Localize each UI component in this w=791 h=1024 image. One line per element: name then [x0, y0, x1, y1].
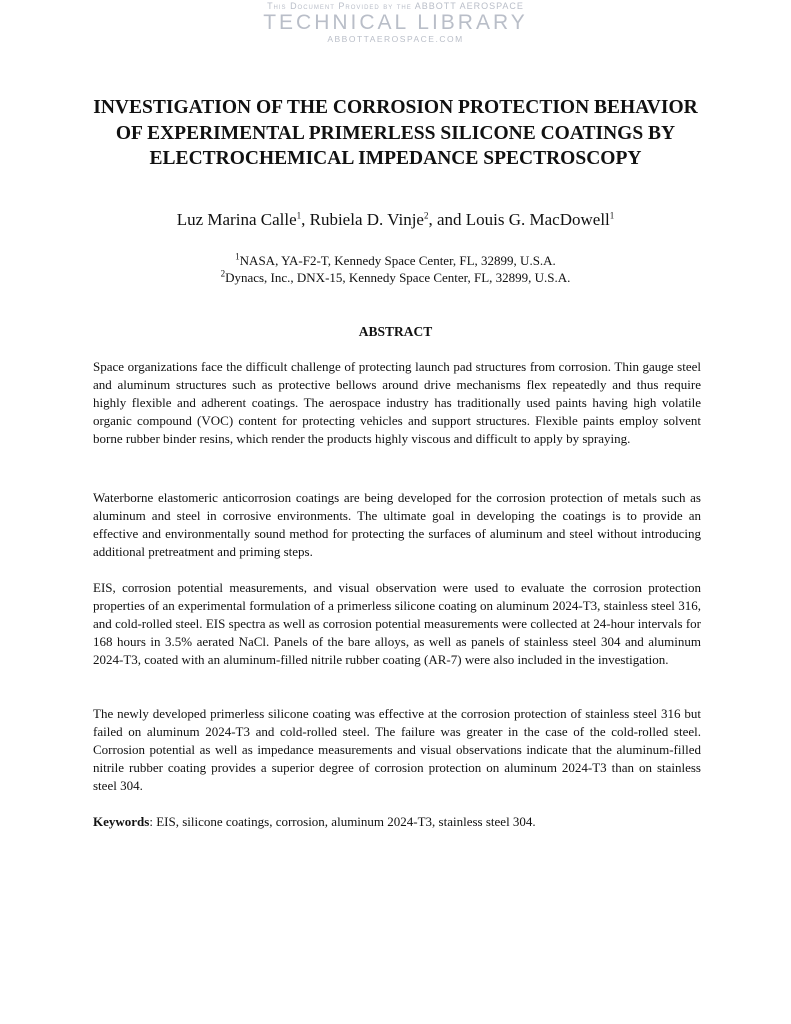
affiliation-text: Dynacs, Inc., DNX-15, Kennedy Space Center, FL, 32899, U.S.A.: [225, 270, 571, 285]
affiliation-mark: 2: [220, 268, 226, 279]
keywords-label: Keywords: [93, 814, 150, 829]
affiliation-mark: 1: [235, 251, 240, 262]
author-name: Rubiela D. Vinje: [309, 210, 424, 229]
abstract-heading: ABSTRACT: [358, 324, 433, 339]
abstract-paragraph: The newly developed primerless silicone coating was effective at the corrosion protection of stainless steel 316 but failed on aluminum 2024-T3 and cold-rolled steel. The failure was greater in the case of the cold-rolled steel. Corrosion potential as well as impedance measurements and visual observations indicate that the aluminum-filled nitrile rubber coating provides a superior degree of corrosion protection on aluminum 2024-T3 than on stainless steel 304.: [93, 706, 701, 793]
author-name: Luz Marina Calle: [176, 210, 297, 229]
affiliation-text: NASA, YA-F2-T, Kennedy Space Center, FL, 32899, U.S.A.: [239, 253, 556, 268]
author-separator: ,: [301, 210, 310, 229]
author-separator: , and: [428, 210, 466, 229]
author-affiliation-mark: 1: [296, 210, 302, 221]
watermark-provided-by: This Document Provided by the ABBOTT AEROSPACE: [267, 1, 524, 11]
paper-title: INVESTIGATION OF THE CORROSION PROTECTION BEHAVIOR OF EXPERIMENTAL PRIMERLESS SILICONE COATINGS BY ELECTROCHEMICAL IMPEDANCE SPECTROSCOPY: [93, 97, 698, 169]
keywords-line: [93, 813, 701, 831]
affiliation-list: [0, 252, 791, 286]
affiliation-line: [0, 269, 791, 286]
keywords-text: : EIS, silicone coatings, corrosion, aluminum 2024-T3, stainless steel 304.: [149, 814, 536, 829]
abstract-paragraph: Space organizations face the difficult challenge of protecting launch pad structures from corrosion. Thin gauge steel and aluminum structures such as protective bellows around drive mechanisms flex repeatedly and thus require highly flexible and adherent coatings. The aerospace industry has traditionally used paints having high volatile organic compound (VOC) content for protecting vehicles and support structures. Flexible paints employ solvent borne rubber binder resins, which render the products highly viscous and difficult to apply by spraying.: [93, 359, 701, 446]
author-name: Louis G. MacDowell: [465, 210, 610, 229]
author-affiliation-mark: 1: [609, 210, 615, 221]
affiliation-line: [0, 252, 791, 269]
abstract-paragraph: EIS, corrosion potential measurements, and visual observation were used to evaluate the corrosion protection properties of an experimental formulation of a primerless silicone coating on aluminum 2024-T3, stainless steel 316, and cold-rolled steel. EIS spectra as well as corrosion potential measurements were collected at 24-hour intervals for 168 hours in 3.5% aerated NaCl. Panels of the bare alloys, as well as panels of stainless steel 304 and aluminum 2024-T3, coated with an aluminum-filled nitrile rubber coating (AR-7) were also included in the investigation.: [93, 580, 701, 667]
author-affiliation-mark: 2: [423, 210, 429, 221]
watermark-library-name: TECHNICAL LIBRARY: [263, 11, 528, 34]
watermark-url: ABBOTTAEROSPACE.COM: [327, 34, 464, 44]
technical-library-watermark: [0, 2, 791, 44]
author-list: [0, 209, 791, 231]
abstract-paragraph: Waterborne elastomeric anticorrosion coatings are being developed for the corrosion protection of metals such as aluminum and steel in corrosive environments. The ultimate goal in developing the coatings is to provide an effective and environmentally sound method for protecting the surfaces of aluminum and steel without introducing additional pretreatment and priming steps.: [93, 490, 701, 559]
